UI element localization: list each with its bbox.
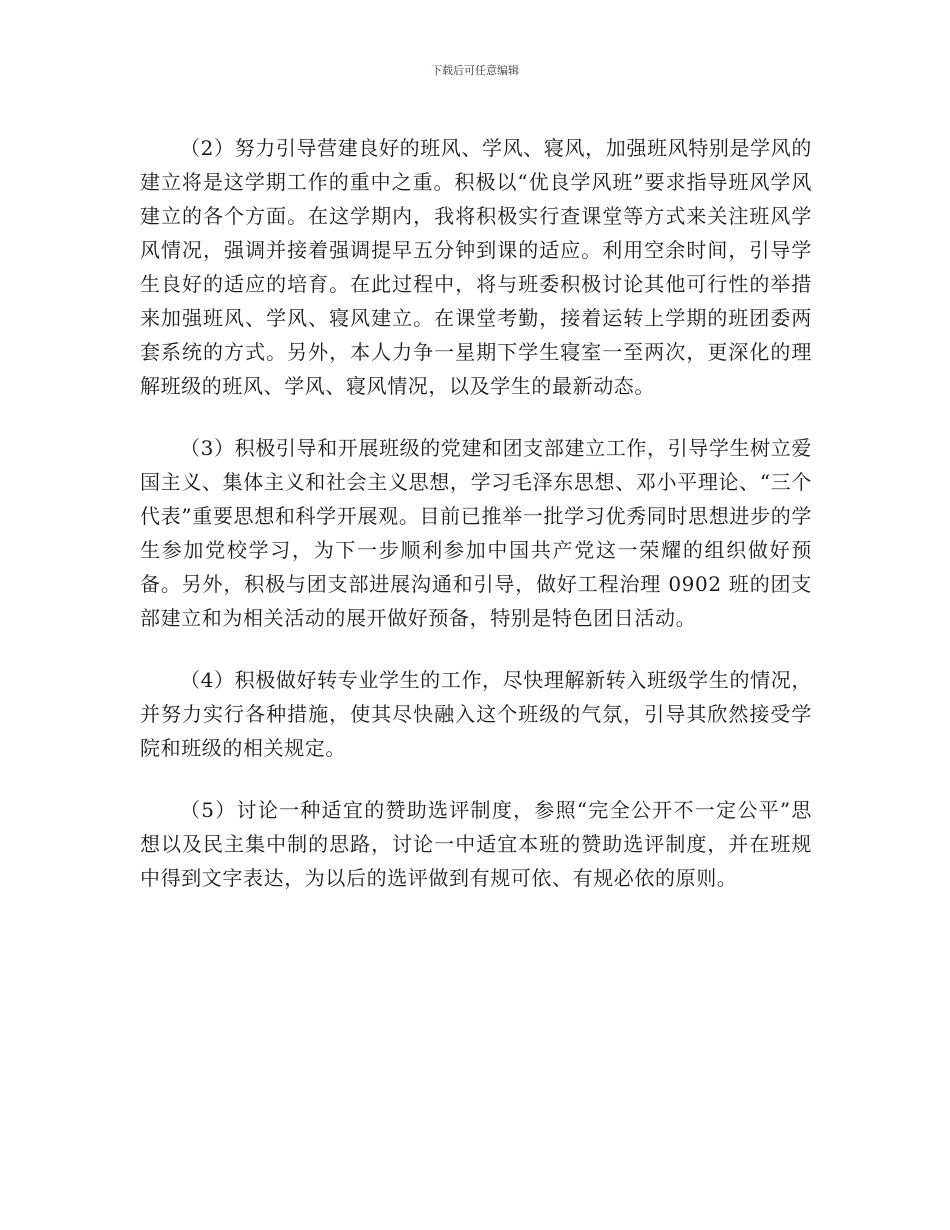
paragraph-5: （5）讨论一种适宜的赞助选评制度，参照“完全公开不一定公平”思想以及民主集中制的思路，讨论一中适宜本班的赞助选评制度，并在班规中得到文字表达，为以后的选评做到有规可依、有规必依的原则。 bbox=[140, 798, 812, 890]
document-body bbox=[140, 131, 812, 923]
paragraph-4: （4）积极做好转专业学生的工作，尽快理解新转入班级学生的情况，并努力实行各种措施，使其尽快融入这个班级的气氛，引导其欣然接受学院和班级的相关规定。 bbox=[140, 668, 812, 760]
paragraph-2: （2）努力引导营建良好的班风、学风、寝风，加强班风特别是学风的建立将是这学期工作的重中之重。积极以“优良学风班”要求指导班风学风建立的各个方面。在这学期内，我将积极实行查课堂等方式来关注班风学风情况，强调并接着强调提早五分钟到课的适应。利用空余时间，引导学生良好的适应的培育。在此过程中，将与班委积极讨论其他可行性的举措来加强班风、学风、寝风建立。在课堂考勤，接着运转上学期的班团委两套系统的方式。另外，本人力争一星期下学生寝室一至两次，更深化的理解班级的班风、学风、寝风情况，以及学生的最新动态。 bbox=[140, 136, 812, 398]
paragraph-3: （3）积极引导和开展班级的党建和团支部建立工作，引导学生树立爱国主义、集体主义和社会主义思想，学习毛泽东思想、邓小平理论、“三个代表”重要思想和科学开展观。目前已推举一批学习优秀同时思想进步的学生参加党校学习，为下一步顺利参加中国共产党这一荣耀的组织做好预备。另外，积极与团支部进展沟通和引导，做好工程治理 0902 班的团支部建立和为相关活动的展开做好预备，特别是特色团日活动。 bbox=[140, 436, 812, 630]
page-header: 下载后可任意编辑 bbox=[431, 64, 519, 77]
